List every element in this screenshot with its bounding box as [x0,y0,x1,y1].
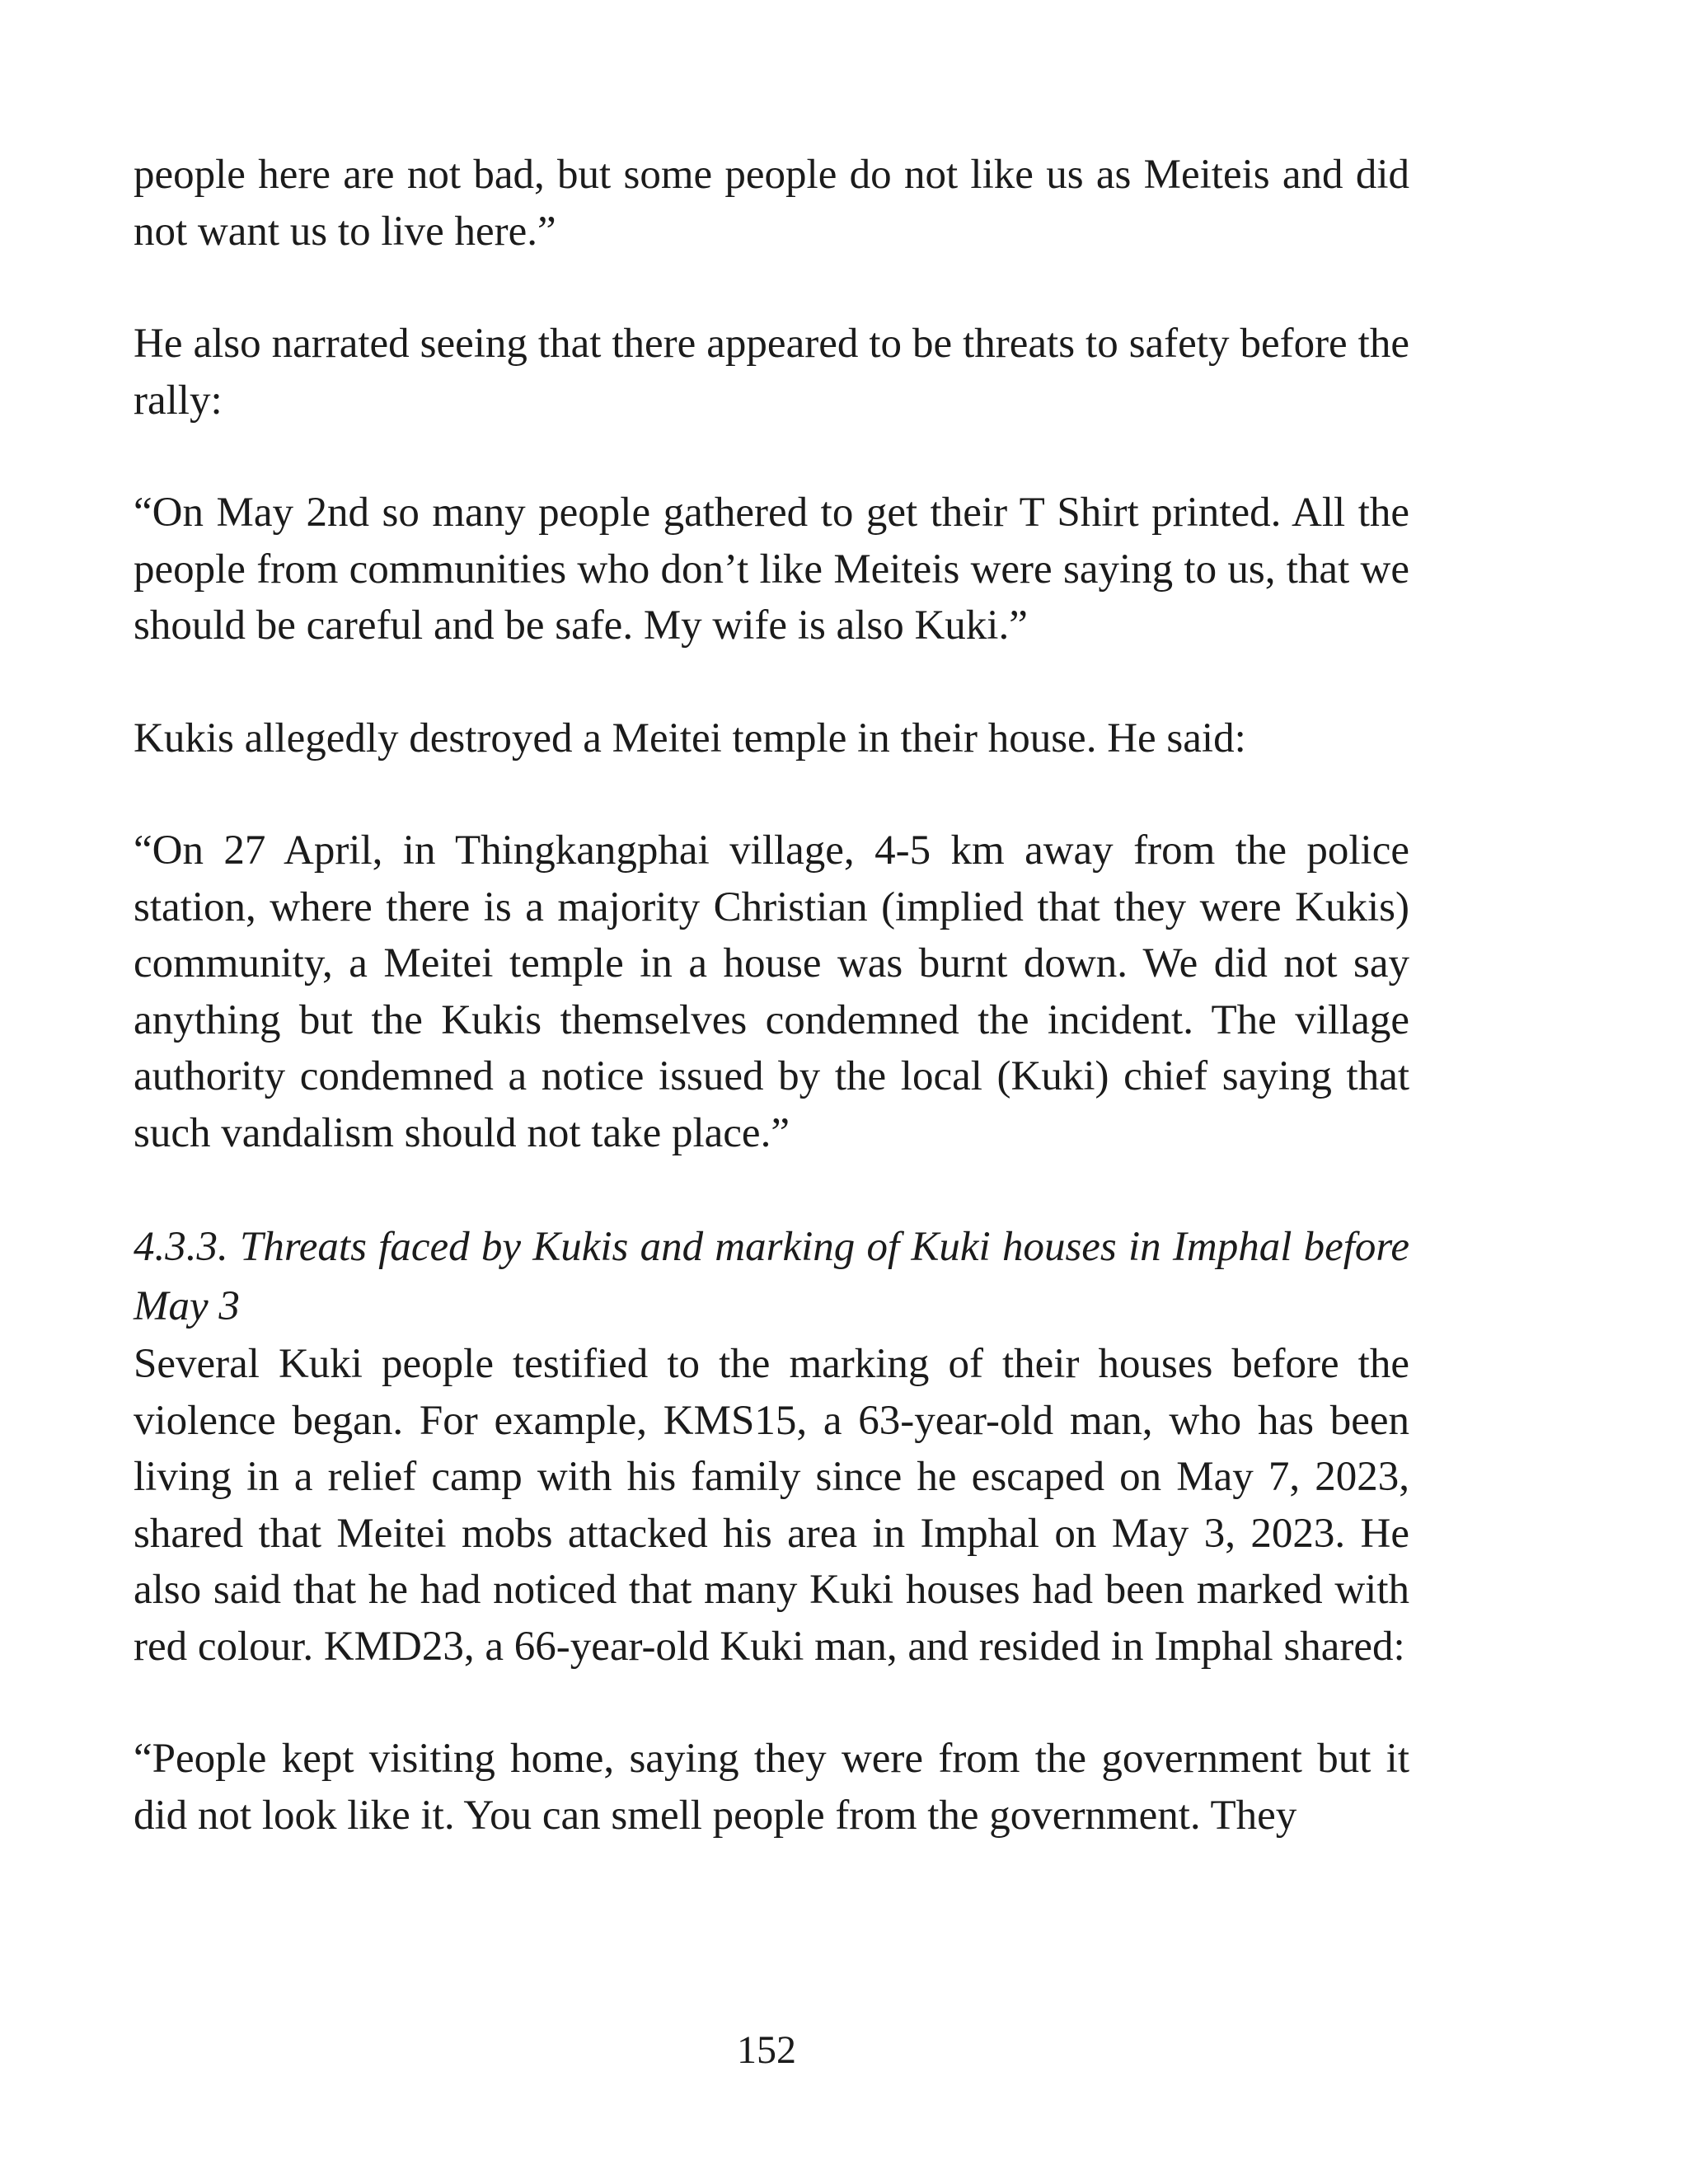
quote-paragraph-5: “On 27 April, in Thingkangphai village, 4-5 km away from the police station, where there is a majority Christian (implied that they were Kukis) community, a Meitei temple in a house was burnt down. We did not say anything but the Kukis themselves condemned the incident. The village authority condemned a notice issued by the local (Kuki) chief saying that such vandalism should not take place.” [134,827,1409,1156]
page-body [134,147,1409,1844]
paragraph-1: people here are not bad, but some people do not like us as Meiteis and did not want us to live here.” [134,152,1409,255]
paragraph-4: Kukis allegedly destroyed a Meitei temple in their house. He said: [134,715,1246,762]
quote-paragraph-3: “On May 2nd so many people gathered to get their T Shirt printed. All the people from communities who don’t like Meiteis were saying to us, that we should be careful and be safe. My wife is also Kuki.” [134,490,1409,649]
section-heading: 4.3.3. Threats faced by Kukis and marking of Kuki houses in Imphal before May 3 [134,1224,1409,1329]
paragraph-2: He also narrated seeing that there appeared to be threats to safety before the rally: [134,321,1409,424]
quote-paragraph-7: “People kept visiting home, saying they were from the government but it did not look like it. You can smell people from the government. They [134,1736,1409,1839]
page-number: 152 [737,2028,796,2072]
paragraph-6: Several Kuki people testified to the marking of their houses before the violence began. For example, KMS15, a 63-year-old man, who has been living in a relief camp with his family since he escaped on May 7, 2023, shared that Meitei mobs attacked his area in Imphal on May 3, 2023. He also said that he had noticed that many Kuki houses had been marked with red colour. KMD23, a 66-year-old Kuki man, and resided in Imphal shared: [134,1341,1409,1670]
